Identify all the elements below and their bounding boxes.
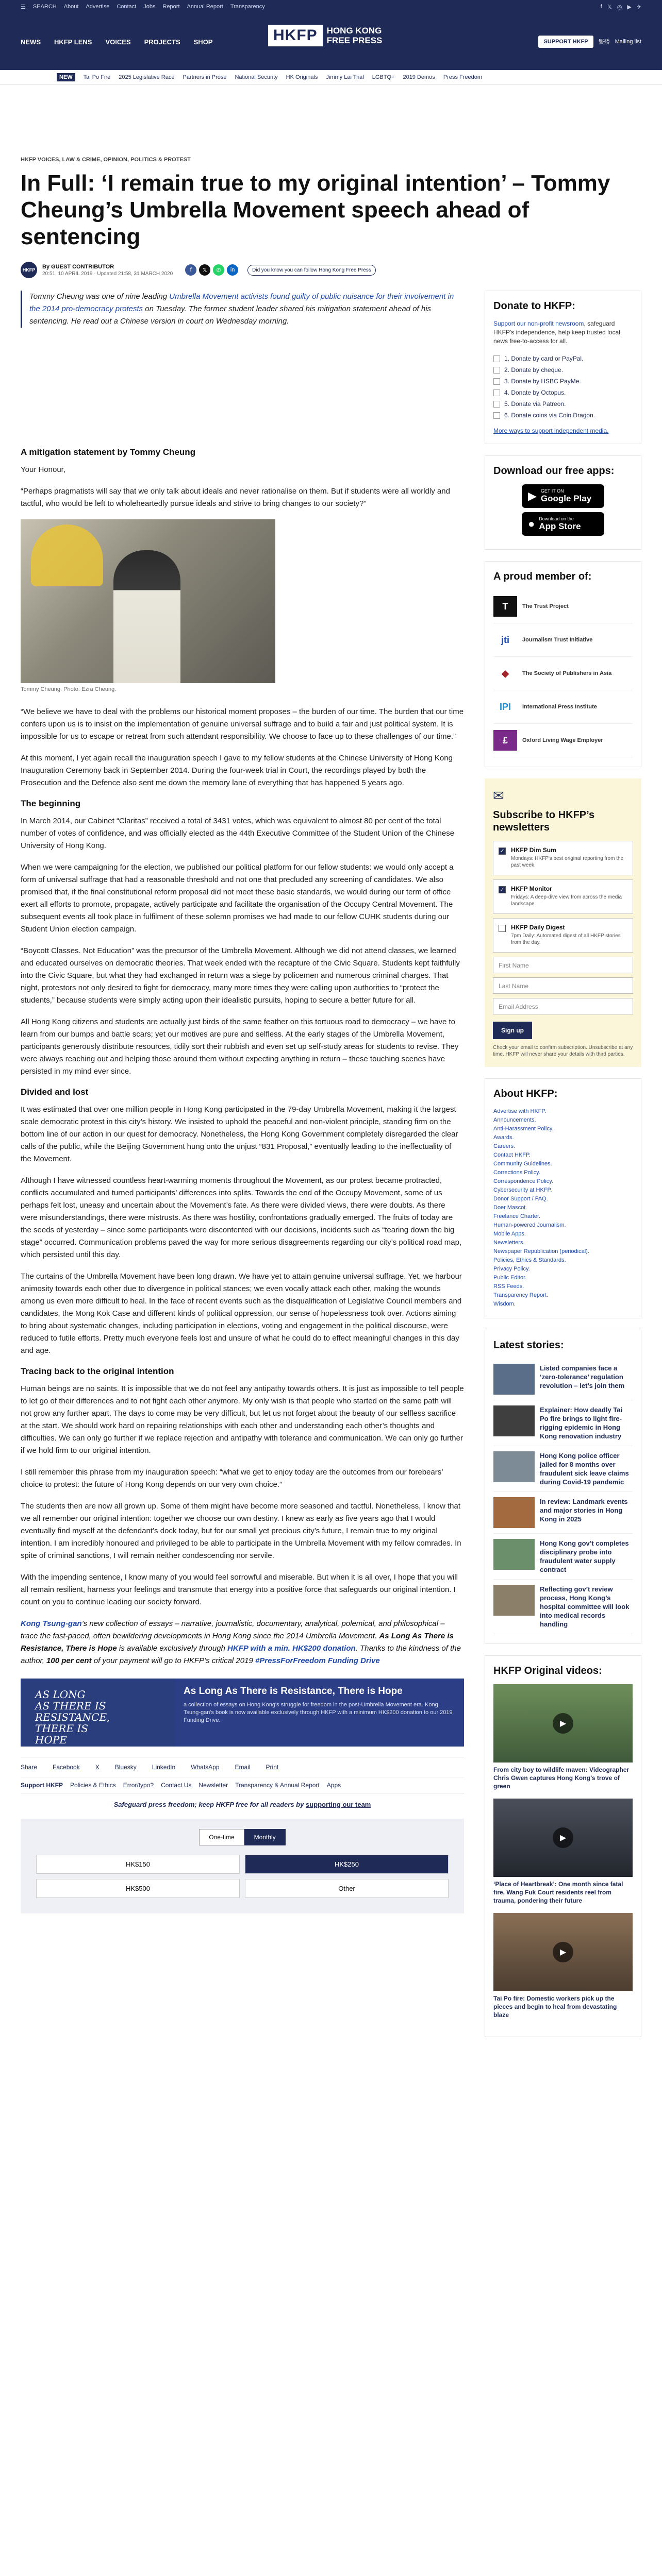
about-link[interactable]: Advertise with HKFP.	[493, 1108, 547, 1114]
about-link[interactable]: Correspondence Policy.	[493, 1178, 553, 1184]
trending-item[interactable]: Partners in Prose	[183, 74, 227, 80]
promo-text: of your payment will go to HKFP’s critical 2019	[91, 1656, 255, 1665]
newsletter-name: HKFP Dim Sum	[511, 846, 556, 854]
sopa-icon: ◆	[502, 668, 509, 679]
about-link[interactable]: Wisdom.	[493, 1301, 516, 1307]
logo-line-1: HONG KONG	[326, 26, 382, 36]
video-item[interactable]	[493, 1684, 633, 1790]
about-link[interactable]: RSS Feeds.	[493, 1283, 524, 1290]
site-logo[interactable]	[268, 25, 382, 46]
video-title: Tai Po fire: Domestic workers pick up the pieces and begin to heal from devastating blaze	[493, 1995, 617, 2019]
member-logo[interactable]	[493, 590, 633, 623]
cover-text: AS THERE IS	[35, 1700, 106, 1712]
book-promo	[21, 1618, 464, 1667]
checkbox-icon	[493, 412, 500, 419]
share-facebook[interactable]: Facebook	[53, 1764, 80, 1771]
transparency-report-link[interactable]: Transparency & Annual Report	[235, 1782, 320, 1789]
video-thumbnail	[493, 1799, 633, 1877]
search-link[interactable]: SEARCH	[32, 4, 57, 10]
ipi-icon: IPI	[499, 701, 511, 712]
about-link[interactable]: About	[63, 4, 79, 10]
checkbox-icon	[493, 355, 500, 362]
play-icon: ▶	[553, 1827, 573, 1848]
donate-block	[485, 291, 641, 444]
nav-hkfp-lens[interactable]: HKFP LENS	[54, 38, 92, 46]
author-link[interactable]: Kong Tsung-gan	[21, 1619, 82, 1628]
trending-item[interactable]: Press Freedom	[443, 74, 483, 80]
newsletter-title: Subscribe to HKFP’s newsletters	[493, 809, 595, 833]
about-links	[493, 1107, 633, 1309]
lede-text: Tommy Cheung was one of nine leading	[29, 292, 170, 301]
newsletter-option[interactable]	[493, 918, 633, 953]
apps-title: Download our free apps:	[493, 465, 615, 477]
member-name: Journalism Trust Initiative	[522, 637, 593, 643]
banner-title: As Long As There is Resistance, There is Hope	[184, 1686, 403, 1697]
share-whatsapp[interactable]: WhatsApp	[191, 1764, 220, 1771]
about-link[interactable]: Anti-Harassment Policy.	[493, 1126, 554, 1132]
whatsapp-share-icon[interactable]: ✆	[213, 264, 224, 276]
donation-link[interactable]: HKFP with a min. HK$200 donation	[227, 1644, 356, 1653]
about-link[interactable]: Announcements.	[493, 1117, 536, 1123]
google-play-button[interactable]	[522, 484, 604, 508]
donate-option[interactable]	[493, 410, 633, 421]
signup-button[interactable]: Sign up	[493, 1022, 532, 1039]
story-thumbnail	[493, 1451, 535, 1482]
book-cover	[21, 1679, 175, 1747]
living-wage-icon: £	[493, 730, 517, 751]
book-promo-text	[21, 1618, 464, 1667]
donate-option[interactable]	[493, 398, 633, 410]
play-icon: ▶	[528, 489, 537, 502]
video-thumbnail	[493, 1913, 633, 1991]
main-header	[0, 13, 662, 70]
apps-block	[485, 455, 641, 550]
checkbox-icon	[493, 401, 500, 408]
x-share-icon[interactable]: 𝕏	[199, 264, 210, 276]
share-bluesky[interactable]: Bluesky	[114, 1764, 137, 1771]
story-title: Listed companies face a ‘zero-tolerance’ regulation revolution – let’s join them	[540, 1364, 625, 1389]
checkbox-icon[interactable]: ✓	[499, 886, 506, 893]
checkbox-icon	[493, 367, 500, 374]
donate-option[interactable]	[493, 376, 633, 387]
newsletter-option[interactable]	[493, 879, 633, 914]
about-link[interactable]: Freelance Charter.	[493, 1213, 541, 1219]
about-link[interactable]: Newsletters.	[493, 1240, 525, 1246]
story-title: Hong Kong police officer jailed for 8 months over fraudulent sick leave claims during Covid-19 pandemic	[540, 1452, 629, 1486]
newsletter-name: HKFP Daily Digest	[511, 924, 565, 931]
book-title: As Long As There is Resistance, There is Hope	[21, 1632, 454, 1653]
story-item[interactable]	[493, 1534, 633, 1580]
cover-text: THERE IS	[35, 1722, 88, 1735]
instagram-icon[interactable]: ◎	[617, 4, 622, 10]
nav-projects[interactable]: PROJECTS	[144, 38, 180, 46]
promo-text: is available exclusively through	[117, 1644, 228, 1653]
publish-dates: 20:51, 10 APRIL 2019 · Updated 21:58, 31 MARCH 2020	[42, 270, 173, 277]
transparency-link[interactable]: Transparency	[230, 4, 265, 10]
about-link[interactable]: Careers.	[493, 1143, 516, 1149]
trending-item[interactable]: Tai Po Fire	[83, 74, 111, 80]
member-name: International Press Institute	[522, 704, 597, 710]
donate-widget	[21, 1819, 464, 1913]
paragraph: The students then are now all grown up. Some of them might have become more seasoned and tactful. Nonetheless, I know that we all remember our original intention: together we choose our own destiny. I knew as early as five years ago that I would eventually find myself at the defendant’s dock today, but for our small yet precious city’s future, I remain true to my original intention. I am incredibly honoured and privileged to be able to participate in the Umbrella Movement with my fellow comrades. In spite of criminal sanctions, I will remain neither condescending nor servile.	[21, 1502, 461, 1560]
about-link[interactable]: Doer Mascot.	[493, 1205, 527, 1211]
linkedin-share-icon[interactable]: in	[227, 264, 238, 276]
author-name[interactable]: By GUEST CONTRIBUTOR	[42, 263, 114, 270]
member-name: Oxford Living Wage Employer	[522, 737, 603, 743]
funding-drive-link[interactable]: #PressForFreedom Funding Drive	[255, 1656, 380, 1665]
monthly-option[interactable]: Monthly	[244, 1829, 286, 1845]
trending-item[interactable]: 2025 Legislative Race	[119, 74, 175, 80]
article-photo	[21, 519, 275, 683]
newsletter-option[interactable]	[493, 841, 633, 875]
share-linkedin[interactable]: LinkedIn	[152, 1764, 176, 1771]
story-title: Hong Kong gov’t completes disciplinary probe into fraudulent water supply contract	[540, 1539, 629, 1573]
member-name: The Society of Publishers in Asia	[522, 670, 612, 676]
about-link[interactable]: Public Editor.	[493, 1275, 527, 1281]
book-banner[interactable]	[21, 1679, 464, 1747]
article-lede	[21, 291, 464, 328]
safeguard-banner	[21, 1793, 464, 1816]
play-icon: ▶	[553, 1942, 573, 1962]
member-logo[interactable]	[493, 724, 633, 757]
sidebar	[485, 291, 641, 2048]
cover-text: AS LONG	[35, 1688, 86, 1701]
trending-item[interactable]: HK Originals	[286, 74, 318, 80]
about-link[interactable]: Newspaper Republication (periodical).	[493, 1248, 589, 1255]
jti-icon: jti	[501, 634, 509, 645]
nav-news[interactable]: NEWS	[21, 38, 41, 46]
safeguard-text: Safeguard press freedom; keep HKFP free for all readers by	[113, 1801, 306, 1808]
promo-text: ’s new collection of essays	[81, 1619, 173, 1628]
store-small-text: GET IT ON	[540, 488, 564, 494]
report-link[interactable]: Report	[162, 4, 180, 10]
article-categories[interactable]: HKFP VOICES, LAW & CRIME, OPINION, POLITICS & PROTEST	[21, 157, 191, 163]
share-email[interactable]: Email	[235, 1764, 251, 1771]
about-link[interactable]: Awards.	[493, 1134, 514, 1141]
app-store-button[interactable]	[522, 512, 604, 536]
promo-text: . Thanks to the kindness of the author,	[21, 1644, 461, 1665]
store-small-text: Download on the	[539, 516, 574, 521]
video-thumbnail	[493, 1684, 633, 1762]
apps-link[interactable]: Apps	[326, 1782, 341, 1789]
donate-title: Donate to HKFP:	[493, 300, 575, 312]
donate-text: , safeguard HKFP's independence, help keep trusted local news free-to-access for all.	[493, 320, 620, 345]
last-name-field[interactable]: Last Name	[493, 977, 633, 994]
amount-option[interactable]: Other	[245, 1879, 449, 1898]
paragraph: With the impending sentence, I know many of you would feel sorrowful and miserable. But when it is all over, I hope that you will all remain resilient, harness your feelings and transmute that energy into a positive force that safeguards our original intention. I count on you to continue leading our society forward.	[21, 1573, 458, 1606]
donate-description	[493, 319, 633, 346]
about-link[interactable]: Contact HKFP.	[493, 1152, 531, 1158]
photo-caption: Tommy Cheung. Photo: Ezra Cheung.	[21, 686, 117, 692]
support-links	[21, 1777, 464, 1793]
about-link[interactable]: Human-powered Journalism.	[493, 1222, 566, 1228]
umbrella-shape	[31, 524, 103, 586]
donate-option[interactable]	[493, 387, 633, 398]
article-title: In Full: ‘I remain true to my original intention’ – Tommy Cheung’s Umbrella Movement speech ahead of sentencing	[21, 171, 610, 249]
store-big-text: App Store	[539, 521, 581, 531]
story-thumbnail	[493, 1585, 535, 1616]
logo-line-2: FREE PRESS	[326, 36, 383, 45]
paragraph: Human beings are no saints. It is impossible that we do not feel any antipathy towards others. It is just as impossible to tell people to let go of their differences and to not fight each other anymore. My only wish is that people who started on the same path will not grow any further apart. The days to come may be very difficult, but let us not forget about the beauty of our selfless sacrifice at the start. We should work hard on repairing relationships with each other and understanding each other’s thoughts and difficulties. We can only go further if we replace rejection and antipathy with tolerance and communication. We can only go further if we hold firm to our original intention.	[21, 1384, 464, 1455]
checkbox-icon	[493, 389, 500, 396]
amount-option[interactable]: HK$250	[245, 1855, 449, 1874]
paragraph: The curtains of the Umbrella Movement have been long drawn. We have yet to attain genuine universal suffrage. Yet, we harbour animosity towards each other due to divergence in political stances; we even vocally attack each other, making the wounds among us even more difficult to heal. In the face of recent events such as the disqualification of Legislative Council members and candidates, the Mong Kok Case and different kinds of political oppression, our sense of hopelessness took over. Actions aiming to bring about systematic changes, including participation in elections, voting and engagement in the political discourse, were reduced to futile efforts. Pretty much everyone feels lost and unsure of what he could do to effect meaningful changes in this day and age.	[21, 1272, 462, 1355]
section-heading: The beginning	[21, 799, 81, 808]
story-title: In review: Landmark events and major stories in Hong Kong in 2025	[540, 1498, 628, 1523]
about-link[interactable]: Corrections Policy.	[493, 1170, 540, 1176]
story-thumbnail	[493, 1364, 535, 1395]
share-bar	[21, 1757, 464, 1777]
policies-link[interactable]: Policies & Ethics	[70, 1782, 116, 1789]
paragraph: At this moment, I yet again recall the inauguration speech I gave to my fellow students at the Chinese University of Hong Kong Inauguration Ceremony back in September 2014. During the four-week trial in Court, the recordings played by both the Prosecution and the Defence also sent me down the memory lane of everything that has happened 5 years ago.	[21, 754, 453, 787]
paragraph: “Perhaps pragmatists will say that we only talk about ideals and never rationalise on them. But if students were all worldly and tactful, who would be left to wholeheartedly pursue ideals and strive to bring changes to our society?”	[21, 487, 450, 508]
email-field[interactable]: Email Address	[493, 998, 633, 1014]
contact-link[interactable]: Contact	[117, 4, 137, 10]
videos-block	[485, 1655, 641, 2037]
hamburger-icon[interactable]: ☰	[21, 4, 26, 10]
section-heading: Divided and lost	[21, 1087, 89, 1097]
about-link[interactable]: Policies, Ethics & Standards.	[493, 1257, 566, 1263]
donate-option-label: 2. Donate by cheque.	[504, 366, 564, 374]
newsletter-desc: Fridays: A deep-dive view from across the media landscape.	[511, 894, 622, 907]
donate-option-label: 6. Donate coins via Coin Dragon.	[504, 412, 595, 419]
about-block	[485, 1078, 641, 1318]
amount-option[interactable]: HK$500	[36, 1879, 240, 1898]
facebook-icon[interactable]: f	[600, 3, 602, 10]
newsletter-link[interactable]: Newsletter	[198, 1782, 228, 1789]
support-newsroom-link[interactable]: Support our non-profit newsroom	[493, 320, 584, 327]
member-logo[interactable]	[493, 623, 633, 657]
donate-option[interactable]	[493, 364, 633, 376]
about-link[interactable]: Transparency Report.	[493, 1292, 548, 1298]
story-thumbnail	[493, 1497, 535, 1528]
donate-option-label: 4. Donate by Octopus.	[504, 389, 566, 396]
annual-report-link[interactable]: Annual Report	[187, 4, 223, 10]
first-name-field[interactable]: First Name	[493, 957, 633, 973]
paragraph: In March 2014, our Cabinet “Claritas” received a total of 3431 votes, which was equivalent to almost 80 per cent of the total number of votes of confidence, and was officially elected as the 44th Executive Committee of the Student Union of the Chinese University of Hong Kong.	[21, 817, 455, 850]
main-nav	[21, 38, 212, 46]
paragraph: I still remember this phrase from my inauguration speech: “what we get to enjoy today are the outcomes from our forebears’ choice to protest: the future of Hong Kong depends on our very own choice.”	[21, 1468, 443, 1489]
share-x[interactable]: X	[95, 1764, 100, 1771]
paragraph: When we were campaigning for the election, we published our political platform for our fellow students: we would only accept a form of universal suffrage that had a reasonable threshold and not one that precluded any screening of candidates. We also promised that, if the final constitutional reform proposal did not meet these basic standards, we would during our term of office exert all efforts to promote, propagate, actively participate and facilitate the organisation of the Occupy Central Movement. The subsequent events all took place in fulfilment of these solemn promises we had made to our fellow CUHK students during our Student Union election campaign.	[21, 863, 454, 934]
members-block	[485, 561, 641, 767]
promo-text: – narrative, journalistic, documentary, analytical, polemical, and philosophical – trace the fast-paced, often bewildering developments in Hong Kong since the 2014 Umbrella Movement.	[21, 1619, 445, 1640]
cover-text: HOPE	[35, 1734, 67, 1746]
byline	[21, 262, 641, 278]
about-link[interactable]: Mobile Apps.	[493, 1231, 526, 1237]
top-utility-bar	[0, 0, 662, 13]
story-thumbnail	[493, 1405, 535, 1436]
section-heading: Tracing back to the original intention	[21, 1366, 174, 1376]
support-team-link[interactable]: supporting our team	[305, 1801, 371, 1808]
newsletter-desc: Mondays: HKFP's best original reporting from the past week.	[511, 856, 624, 868]
story-item[interactable]	[493, 1359, 633, 1400]
telegram-follow-button[interactable]: Did you know you can follow Hong Kong Free Press	[247, 265, 376, 276]
donate-option-label: 3. Donate by HSBC PayMe.	[504, 378, 581, 385]
nav-voices[interactable]: VOICES	[105, 38, 131, 46]
members-title: A proud member of:	[493, 571, 592, 582]
video-title: From city boy to wildlife maven: Videographer Chris Gwen captures Hong Kong’s trove of green	[493, 1766, 630, 1790]
story-item[interactable]	[493, 1492, 633, 1534]
avatar: HKFP	[21, 262, 37, 278]
twitter-icon[interactable]: 𝕏	[607, 4, 612, 10]
support-hkfp-button[interactable]: SUPPORT HKFP	[538, 36, 593, 48]
donate-option-label: 5. Donate via Patreon.	[504, 400, 566, 408]
lede-link[interactable]: Umbrella Movement activists found guilty of public nuisance for their involvement in the 2014 pro-democracy protests	[29, 292, 454, 313]
share-icons	[185, 264, 238, 276]
about-link[interactable]: Donor Support / FAQ.	[493, 1196, 548, 1202]
paragraph: “Boycott Classes. Not Education” was the precursor of the Umbrella Movement. Although we did not attend classes, we learned and educated ourselves on democratic theories. That week ended with the recapture of the Civic Square. Students kept faithfully into the Civic Square, but what they had exchanged in return was a siege by policemen and numerous criminal charges. That night, protestors not only desired to fight for democracy, many more times they were calling upon authorities to “protect the students,” because students were simply acting upon their idealistic pursuits, hoping to secure a better future for all.	[21, 946, 460, 1005]
contact-us-link[interactable]: Contact Us	[161, 1782, 192, 1789]
amount-options	[36, 1855, 449, 1898]
trending-bar	[0, 70, 662, 84]
story-title: Reflecting gov’t review process, Hong Kong’s hospital committee will look into medical records handling	[540, 1585, 630, 1628]
paragraph: Your Honour,	[21, 465, 66, 474]
paragraph: All Hong Kong citizens and students are actually just birds of the same feather on this tortuous road to democracy – we have to learn from our bumps and battle scars; yet our motives are pure and selfless. At the early stages of the Umbrella Movement, participants generously distribute resources, tidily sort their rubbish and even set up self-study areas for students to revise. They were always reaching out and helping those around them without expecting anything in return – these touching scenes have persisted in my mind ever since.	[21, 1018, 459, 1076]
checkbox-icon[interactable]	[499, 925, 506, 932]
story-item[interactable]	[493, 1400, 633, 1446]
language-switch[interactable]: 繁體	[598, 39, 610, 45]
new-badge: NEW	[57, 73, 75, 81]
share-print[interactable]: Print	[266, 1764, 279, 1771]
trending-item[interactable]: National Security	[235, 74, 278, 80]
latest-title: Latest stories:	[493, 1340, 564, 1351]
lede-text: on Tuesday. The former student leader shared his mitigation statement ahead of his sentencing. He read out a Chinese version in court on Wednesday morning.	[29, 304, 432, 326]
amount-option[interactable]: HK$150	[36, 1855, 240, 1874]
banner-description: a collection of essays on Hong Kong's struggle for freedom in the post-Umbrella Movement era. Kong Tsung-gan's book is now available exclusively through HKFP with a minimum HK$200 donation to our 2019 Funding Drive.	[184, 1702, 453, 1723]
telegram-icon[interactable]: ✈	[636, 4, 641, 10]
paragraph: It was estimated that over one million people in Hong Kong participated in the 79-day Umbrella Movement, making it the largest scale democratic protest in this city’s history. We insisted to uphold the peaceful and non-violent principle, standing firm on the bottom line of our action in our quest for democracy. Nonetheless, the Hong Kong Government completely disregarded the clear calls of the public, while the Beijing Government hung onto the unjust “831 Proposal,” eventually leading to the ineffectuality of the Movement.	[21, 1105, 458, 1163]
latest-stories-block	[485, 1330, 641, 1644]
trending-item[interactable]: LGBTQ+	[372, 74, 395, 80]
article-body	[21, 291, 464, 2048]
cover-text: RESISTANCE,	[35, 1711, 110, 1723]
jobs-link[interactable]: Jobs	[143, 4, 156, 10]
newsletter-desc: 7pm Daily: Automated digest of all HKFP stories from the day.	[511, 933, 621, 945]
error-link[interactable]: Error/typo?	[123, 1782, 154, 1789]
video-item[interactable]	[493, 1913, 633, 2019]
more-ways-link[interactable]: More ways to support independent media.	[493, 427, 609, 434]
mailing-list-link[interactable]: Mailing list	[615, 39, 641, 45]
member-logo[interactable]	[493, 690, 633, 724]
story-item[interactable]	[493, 1580, 633, 1634]
trending-item[interactable]: 2019 Demos	[403, 74, 435, 80]
store-big-text: Google Play	[540, 494, 592, 503]
share-label: Share	[21, 1764, 38, 1771]
story-thumbnail	[493, 1539, 535, 1570]
promo-bold: 100 per cent	[46, 1656, 92, 1665]
donate-options	[493, 353, 633, 421]
video-item[interactable]	[493, 1799, 633, 1905]
newsletter-name: HKFP Monitor	[511, 885, 552, 892]
paragraph: Although I have witnessed countless heart-warming moments throughout the Movement, as our protest became protracted, conflicts accumulated and turned participants’ differences into splits. Towards the end of the Occupy Movement, some of us perhaps felt lost, uneasy and uncertain about the Movement’s fate. As there were divided views, there were doubts. As there were misunderstandings, there were mistrusts. As there was hostility, confrontations gradually emerged. The fruits of today are the seeds of yesterday – since some participants were discontented with our decisions, incidents such as “tearing down the big stage” occurred. Communication problems paved the way for more serious disagreements regarding our city’s political road map, which persisted until this day.	[21, 1176, 462, 1259]
person-silhouette	[113, 550, 180, 683]
play-icon: ▶	[553, 1713, 573, 1734]
youtube-icon[interactable]: ▶	[627, 4, 632, 10]
videos-title: HKFP Original videos:	[493, 1665, 602, 1676]
newsletter-disclaimer: Check your email to confirm subscription. Unsubscribe at any time. HKFP will never share your details with third parties.	[493, 1045, 633, 1057]
advertise-link[interactable]: Advertise	[86, 4, 110, 10]
one-time-option[interactable]: One-time	[199, 1829, 244, 1845]
donate-option-label: 1. Donate by card or PayPal.	[504, 355, 584, 362]
logo-mark: HKFP	[268, 25, 323, 46]
story-item[interactable]	[493, 1446, 633, 1492]
ad-space	[21, 338, 464, 441]
newsletter-block	[485, 778, 641, 1067]
member-logo[interactable]	[493, 657, 633, 690]
logo-text	[327, 26, 383, 45]
trust-project-icon: T	[493, 596, 517, 617]
support-hkfp-link[interactable]: Support HKFP	[21, 1782, 63, 1789]
book-banner-info	[175, 1679, 464, 1747]
nav-shop[interactable]: SHOP	[193, 38, 213, 46]
trending-item[interactable]: Jimmy Lai Trial	[326, 74, 364, 80]
about-link[interactable]: Cybersecurity at HKFP.	[493, 1187, 552, 1193]
donate-option[interactable]	[493, 353, 633, 364]
member-name: The Trust Project	[522, 603, 569, 609]
about-link[interactable]: Privacy Policy.	[493, 1266, 530, 1272]
checkbox-icon	[493, 378, 500, 385]
video-title: ‘Place of Heartbreak’: One month since fatal fire, Wang Fuk Court residents reel from trauma, pondering their future	[493, 1880, 623, 1904]
frequency-toggle	[36, 1829, 449, 1845]
ad-space	[0, 84, 662, 157]
facebook-share-icon[interactable]: f	[185, 264, 196, 276]
story-title: Explainer: How deadly Tai Po fire brings to light fire-rigging epidemic in Hong Kong renovation industry	[540, 1406, 623, 1440]
section-heading: A mitigation statement by Tommy Cheung	[21, 447, 196, 457]
apple-icon: ●	[528, 517, 535, 530]
checkbox-icon[interactable]: ✓	[499, 848, 506, 855]
about-title: About HKFP:	[493, 1088, 558, 1099]
about-link[interactable]: Community Guidelines.	[493, 1161, 552, 1167]
mail-icon: ✉	[493, 788, 504, 803]
paragraph: “We believe we have to deal with the problems our historical moment proposes – the burden of our time. The burden that our time confers upon us is to insist on the implementation of genuine universal suffrage and to build a fair and just political system. It is impossible for us to escape or retreat from such attendant responsibility. We choose to face up to these challenges of our time.”	[21, 707, 464, 741]
